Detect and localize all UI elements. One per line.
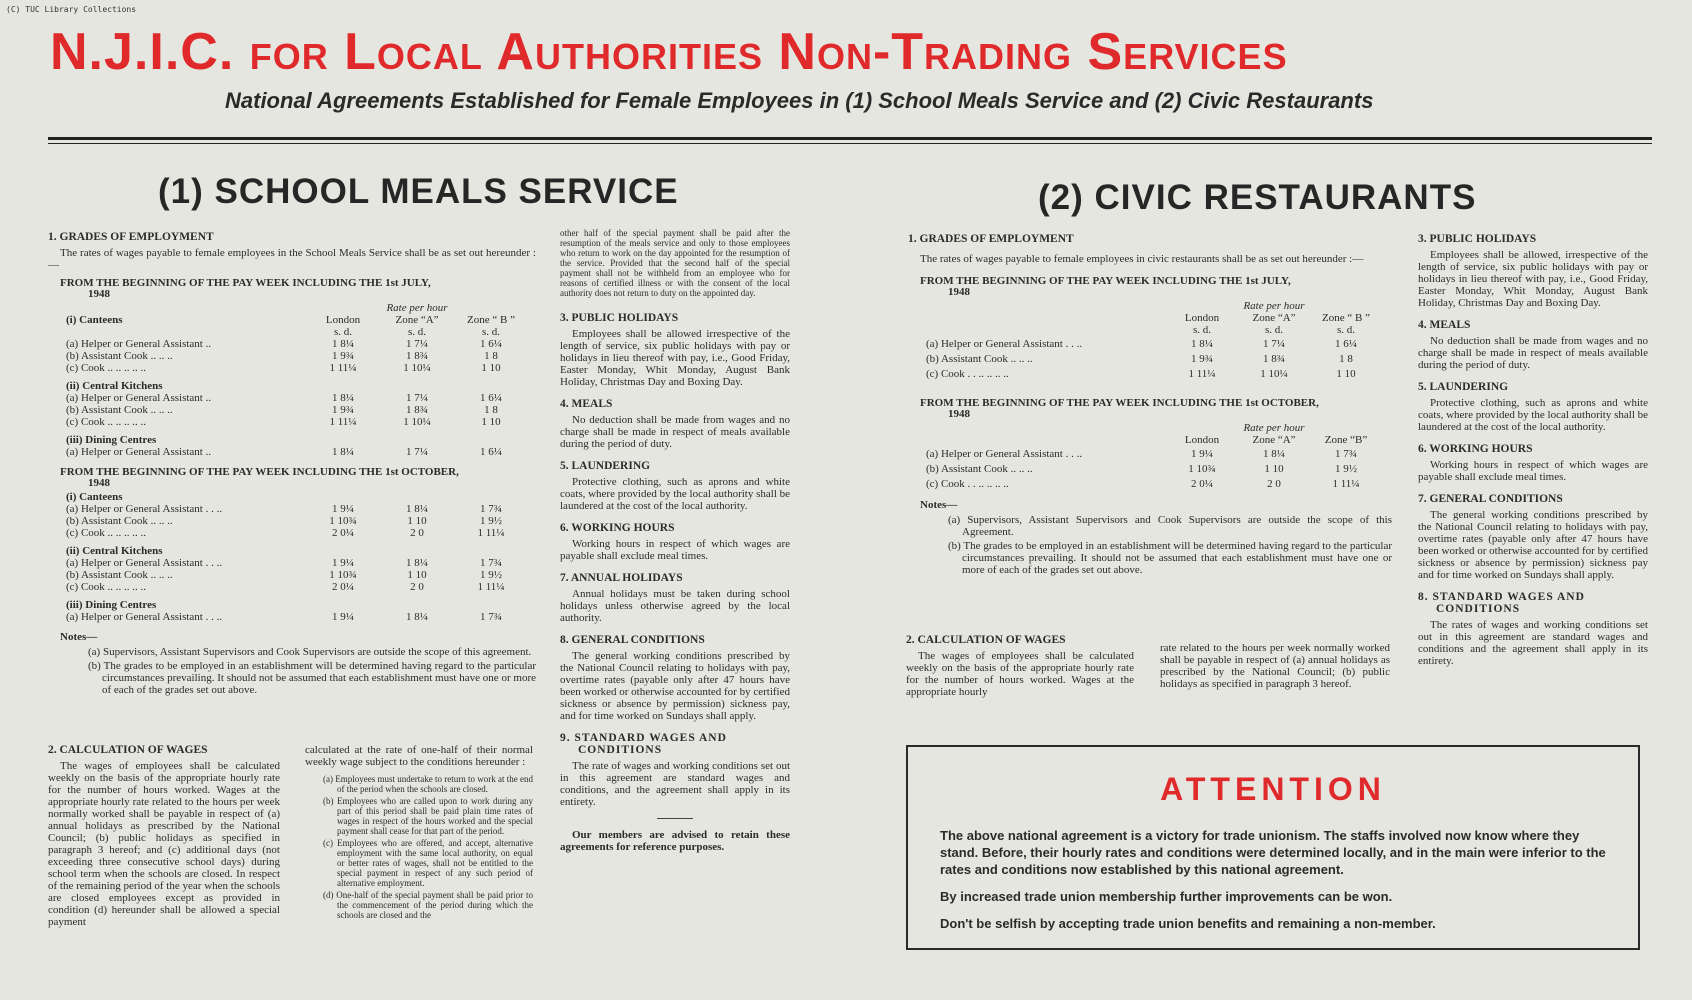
col-sd: s. d. xyxy=(1336,324,1356,336)
col-zone-a: Zone “A” xyxy=(1252,312,1296,324)
rate-zone-a: 1 7¼ xyxy=(406,338,428,350)
attention-paragraph-2: By increased trade union membership further improvements can be won. xyxy=(940,889,1393,904)
civic-grades-text: The rates of wages payable to female employees in civic restaurants shall be as set out hereunder :— xyxy=(920,253,1364,265)
school-general-conditions-text: The general working conditions prescribed by the National Council relating to holidays with pay, overtime rates (payable only after 47 hours have been worked or otherwise accounted for by certified sickness or absence by permission) sickness pay, and for time worked on Sundays shall apply. xyxy=(560,650,790,722)
civic-calc-heading: 2. CALCULATION OF WAGES xyxy=(906,634,1066,646)
rate-per-hour-label: Rate per hour xyxy=(1243,300,1305,312)
civic-working-hours-heading: 6. WORKING HOURS xyxy=(1418,443,1533,455)
rate-zone-b: 1 11¼ xyxy=(477,527,505,539)
rate-london: 1 8¼ xyxy=(332,392,354,404)
row-label: (c) Cook xyxy=(66,581,105,593)
table-row xyxy=(66,527,528,539)
rate-zone-a: 1 7¼ xyxy=(1263,337,1285,350)
school-standard-wages-heading-2: CONDITIONS xyxy=(578,744,663,756)
rate-zone-a: 1 10¼ xyxy=(403,416,431,428)
civic-general-conditions-text: The general working conditions prescribed by the National Council relating to holidays with pay, overtime rates (payable only after 47 hours have been worked or otherwise accounted for by certified sickness or absence by permission) sickness pay and for time worked on Sundays shall apply. xyxy=(1418,509,1648,581)
civic-rates-table-july xyxy=(926,300,1382,381)
rate-london: 1 11¼ xyxy=(329,362,357,374)
row-dots: .. xyxy=(205,446,212,458)
rate-london: 2 0¼ xyxy=(1191,477,1213,490)
civic-standard-wages-heading-2: CONDITIONS xyxy=(1436,603,1521,615)
school-condition-c: (c) Employees who are offered, and accept, alternative employment with the same local authority, on equal or better rates of wages, shall not be entitled to the special payment in respect of any such period of alternative employment. xyxy=(323,838,533,888)
table-row xyxy=(926,461,1382,476)
table-row xyxy=(66,503,528,515)
rate-london: 2 0¼ xyxy=(332,527,354,539)
school-grades-text: The rates of wages payable to female employees in the School Meals Service shall be as set out hereunder :— xyxy=(48,247,536,271)
rate-zone-b: 1 6¼ xyxy=(480,338,502,350)
civic-meals-heading: 4. MEALS xyxy=(1418,319,1471,331)
civic-grades-heading: 1. GRADES OF EMPLOYMENT xyxy=(908,233,1074,245)
row-dots: .. .. .. .. .. xyxy=(107,527,147,539)
rate-zone-a: 1 8¼ xyxy=(406,557,428,569)
rate-zone-a: 1 8¼ xyxy=(406,611,428,623)
row-label: (b) Assistant Cook xyxy=(926,462,1008,475)
header-rule-thick xyxy=(48,137,1652,140)
table-row xyxy=(66,362,528,374)
school-working-hours-text: Working hours in respect of which wages are payable shall exclude meal times. xyxy=(560,538,790,562)
school-calc-conditions xyxy=(305,744,533,922)
col-sd: s. d. xyxy=(1264,324,1284,336)
rate-london: 1 9¼ xyxy=(332,557,354,569)
row-dots: .. .. .. .. xyxy=(978,367,1009,380)
col-zone-a: Zone “A” xyxy=(1252,434,1296,446)
rate-london: 1 9¼ xyxy=(332,503,354,515)
rate-zone-b: 1 11¼ xyxy=(1332,477,1360,490)
row-dots: .. xyxy=(216,557,223,569)
school-calc-text-2: calculated at the rate of one-half of their normal weekly wage subject to the conditions hereunder : xyxy=(305,744,533,768)
rate-london: 1 8¼ xyxy=(332,446,354,458)
canteens-label: (i) Canteens xyxy=(66,491,123,503)
rate-london: 1 8¼ xyxy=(1191,337,1213,350)
row-dots: .. xyxy=(205,392,212,404)
rate-zone-b: 1 6¼ xyxy=(480,446,502,458)
civic-public-holidays-text: Employees shall be allowed, irrespective of the length of service, six public holidays with pay or holidays in lieu thereof with pay, i.e., Good Friday, Easter Monday, Whit Monday, August Bank Holiday, Christmas Day and Boxing Day. xyxy=(1418,249,1648,309)
rate-zone-a: 1 8¼ xyxy=(1263,447,1285,460)
row-dots: .. xyxy=(1076,337,1083,350)
rate-london: 1 10¾ xyxy=(329,569,357,581)
school-period2-year: 1948 xyxy=(88,477,110,489)
rate-zone-b: 1 8 xyxy=(1339,352,1353,365)
civic-calc-section xyxy=(906,628,1134,698)
civic-public-holidays-heading: 3. PUBLIC HOLIDAYS xyxy=(1418,233,1537,245)
copyright-credit: (C) TUC Library Collections xyxy=(6,5,137,14)
row-dots: .. .. .. .. .. xyxy=(107,581,147,593)
table-row xyxy=(66,338,528,350)
row-dots: .. .. .. xyxy=(150,515,173,527)
rate-zone-a: 2 0 xyxy=(410,527,424,539)
school-period2-heading: FROM THE BEGINNING OF THE PAY WEEK INCLUDING THE 1st OCTOBER, xyxy=(60,466,459,478)
rate-zone-a: 1 10 xyxy=(407,515,427,527)
dining-label: (iii) Dining Centres xyxy=(66,434,157,446)
row-dots: .. .. .. .. xyxy=(978,477,1009,490)
rate-zone-a: 1 8¾ xyxy=(406,404,428,416)
table-row xyxy=(66,611,528,623)
table-row xyxy=(66,404,528,416)
civic-meals-text: No deduction shall be made from wages and no charge shall be made in respect of meals available during the period of duty. xyxy=(1418,335,1648,371)
rate-london: 2 0¼ xyxy=(332,581,354,593)
rate-zone-a: 1 10 xyxy=(407,569,427,581)
attention-paragraph-3: Don't be selfish by accepting trade union benefits and remaining a non-member. xyxy=(940,916,1436,931)
table-row xyxy=(66,350,528,362)
attention-title: ATTENTION xyxy=(1160,771,1386,807)
school-public-holidays-heading: 3. PUBLIC HOLIDAYS xyxy=(560,312,679,324)
civic-rates-table-october xyxy=(926,422,1382,491)
row-label: (a) Helper or General Assistant xyxy=(66,446,203,458)
rate-zone-a: 1 7¼ xyxy=(406,392,428,404)
rate-zone-b: 1 6¼ xyxy=(480,392,502,404)
civic-laundering-text: Protective clothing, such as aprons and white coats, where provided by the local authority shall be laundered at the cost of the local authority. xyxy=(1418,397,1649,433)
row-label: (c) Cook . . xyxy=(926,367,976,380)
rate-zone-b: 1 10 xyxy=(481,362,501,374)
rate-london: 1 11¼ xyxy=(329,416,357,428)
school-note-a: (a) Supervisors, Assistant Supervisors and Cook Supervisors are outside the scope of this agreement. xyxy=(88,646,532,658)
attention-box xyxy=(906,745,1640,950)
row-dots: .. xyxy=(216,503,223,515)
civic-standard-wages-heading: 8. STANDARD WAGES AND xyxy=(1418,591,1585,603)
rate-zone-b: 1 9½ xyxy=(480,515,502,527)
table-row xyxy=(66,557,528,569)
row-label: (a) Helper or General Assistant xyxy=(66,392,203,404)
school-calc-section xyxy=(48,738,280,928)
civic-general-conditions-heading: 7. GENERAL CONDITIONS xyxy=(1418,493,1563,505)
school-annual-holidays-heading: 7. ANNUAL HOLIDAYS xyxy=(560,572,683,584)
col-sd: s. d. xyxy=(407,326,427,338)
row-label: (b) Assistant Cook xyxy=(66,350,148,362)
rate-london: 1 9¾ xyxy=(332,350,354,362)
row-dots: .. .. .. xyxy=(1010,352,1033,365)
rate-zone-b: 1 11¼ xyxy=(477,581,505,593)
rate-london: 1 9¾ xyxy=(332,404,354,416)
kitchens-label: (ii) Central Kitchens xyxy=(66,545,163,557)
row-label: (a) Helper or General Assistant . . xyxy=(66,503,214,515)
school-calc-heading: 2. CALCULATION OF WAGES xyxy=(48,744,208,756)
table-row xyxy=(66,581,528,593)
row-label: (a) Helper or General Assistant . . xyxy=(926,337,1074,350)
school-standard-wages-text: The rate of wages and working conditions set out in this agreement are standard wages and conditions, and the agreement shall apply in its entirety. xyxy=(560,760,790,808)
table-row xyxy=(66,569,528,581)
row-dots: .. .. .. xyxy=(1010,462,1033,475)
school-laundering-heading: 5. LAUNDERING xyxy=(560,460,651,472)
school-calc-text: The wages of employees shall be calculated weekly on the basis of the appropriate hourly rate for the number of hours worked. Wages at the appropriate hourly rate related to the hours per week normally worked shall be payable in respect of (a) annual holidays as prescribed by the National Council; (b) public holidays as specified in paragraph 3 hereof; and (c) additional days (not exceeding three consecutive school days) during school term when the schools are closed. In respect of the remaining period of the year when the schools are closed employees except as provided in condition (d) hereunder shall be allowed a special payment xyxy=(48,760,280,928)
civic-working-hours-text: Working hours in respect of which wages are payable shall exclude meal times. xyxy=(1418,459,1648,483)
row-dots: .. xyxy=(1076,447,1083,460)
school-grades-section xyxy=(48,225,536,698)
civic-note-a: (a) Supervisors, Assistant Supervisors and Cook Supervisors are outside the scope of this Agreement. xyxy=(948,514,1392,538)
rate-zone-b: 1 10 xyxy=(481,416,501,428)
school-working-hours-heading: 6. WORKING HOURS xyxy=(560,522,675,534)
row-dots: .. .. .. xyxy=(150,350,173,362)
col-london: London xyxy=(325,314,361,326)
col-sd: s. d. xyxy=(481,326,501,338)
rate-london: 1 10¾ xyxy=(1188,462,1216,475)
school-public-holidays-text: Employees shall be allowed irrespective of the length of service, six public holidays with pay or holidays in lieu thereof with pay, i.e., Good Friday, Easter Monday, Whit Monday, August Bank Holiday, Christmas Day and Boxing Day. xyxy=(560,328,790,388)
table-row xyxy=(926,476,1382,491)
school-laundering-text: Protective clothing, such as aprons and white coats, where provided by the local authority shall be laundered at the cost of the local authority. xyxy=(560,476,791,512)
attention-paragraph-1: The above national agreement is a victory for trade unionism. The staffs involved now know where they stand. Before, their hourly rates and conditions were determined locally, and in the main were inferior to the rates and conditions now established by this national agreement. xyxy=(940,828,1606,877)
school-right-column xyxy=(560,228,790,853)
row-dots: .. xyxy=(216,611,223,623)
rate-per-hour-label: Rate per hour xyxy=(1243,422,1305,434)
row-label: (a) Helper or General Assistant . . xyxy=(926,447,1074,460)
civic-laundering-heading: 5. LAUNDERING xyxy=(1418,381,1509,393)
rate-zone-a: 1 8¾ xyxy=(406,350,428,362)
rate-london: 1 9¼ xyxy=(332,611,354,623)
rate-zone-a: 1 10¼ xyxy=(403,362,431,374)
row-label: (b) Assistant Cook xyxy=(66,569,148,581)
table-row xyxy=(66,446,528,458)
poster-subtitle: National Agreements Established for Female Employees in (1) School Meals Service and (2) Civic Restaurants xyxy=(225,88,1374,113)
rate-zone-b: 1 7¾ xyxy=(1335,447,1357,460)
school-condition-a: (a) Employees must undertake to return to work at the end of the period when the schools are closed. xyxy=(323,774,533,794)
rate-zone-b: 1 10 xyxy=(1336,367,1356,380)
table-row xyxy=(926,351,1382,366)
attention-text xyxy=(940,827,1612,942)
school-meals-heading-4: 4. MEALS xyxy=(560,398,613,410)
col-london: London xyxy=(1184,434,1220,446)
school-period1-heading: FROM THE BEGINNING OF THE PAY WEEK INCLUDING THE 1st JULY, xyxy=(60,277,431,289)
civic-note-b: (b) The grades to be employed in an establishment will be determined having regard to the particular circumstances prevailing. It should not be assumed that each establishment must have one or more of each of the grades set out above. xyxy=(948,540,1392,576)
row-label: (c) Cook xyxy=(66,416,105,428)
row-dots: .. .. .. xyxy=(150,404,173,416)
rate-london: 1 9¼ xyxy=(1191,447,1213,460)
rate-zone-a: 1 7¼ xyxy=(406,446,428,458)
rate-zone-a: 1 10¼ xyxy=(1260,367,1288,380)
row-dots: .. .. .. .. .. xyxy=(107,362,147,374)
civic-period2-year: 1948 xyxy=(948,408,970,420)
row-label: (a) Helper or General Assistant xyxy=(66,338,203,350)
table-row xyxy=(926,366,1382,381)
civic-grades-section xyxy=(908,227,1392,578)
row-label: (a) Helper or General Assistant . . xyxy=(66,611,214,623)
school-condition-d: (d) One-half of the special payment shall be paid prior to the commencement of the period during which the schools are closed and the xyxy=(323,890,533,920)
table-row xyxy=(66,515,528,527)
poster-title: N.J.I.C. for Local Authorities Non-Trading Services xyxy=(50,23,1288,81)
row-label: (c) Cook xyxy=(66,362,105,374)
rate-zone-a: 1 8¾ xyxy=(1263,352,1285,365)
col-london: London xyxy=(1184,312,1220,324)
school-general-conditions-heading: 8. GENERAL CONDITIONS xyxy=(560,634,705,646)
school-grades-heading: 1. GRADES OF EMPLOYMENT xyxy=(48,231,214,243)
divider-line xyxy=(657,818,693,819)
civic-notes-heading: Notes— xyxy=(920,499,958,511)
header-rule-thin xyxy=(48,143,1652,144)
row-label: (b) Assistant Cook xyxy=(66,515,148,527)
row-label: (c) Cook . . xyxy=(926,477,976,490)
row-dots: .. xyxy=(205,338,212,350)
row-label: (c) Cook xyxy=(66,527,105,539)
rate-zone-b: 1 8 xyxy=(484,350,498,362)
civic-calc-continued xyxy=(1160,642,1390,690)
kitchens-label: (ii) Central Kitchens xyxy=(66,380,163,392)
table-row xyxy=(926,336,1382,351)
school-meals-text: No deduction shall be made from wages and no charge shall be made in respect of meals available during the period of duty. xyxy=(560,414,790,450)
rate-zone-b: 1 9½ xyxy=(480,569,502,581)
table-row xyxy=(66,392,528,404)
rate-london: 1 9¾ xyxy=(1191,352,1213,365)
col-zone-b: Zone “ B ” xyxy=(467,314,515,326)
col-zone-a: Zone “A” xyxy=(395,314,439,326)
rate-per-hour-label: Rate per hour xyxy=(386,302,448,314)
rate-zone-b: 1 6¼ xyxy=(1335,337,1357,350)
row-dots: .. .. .. xyxy=(150,569,173,581)
row-label: (a) Helper or General Assistant . . xyxy=(66,557,214,569)
school-meals-heading: (1) SCHOOL MEALS SERVICE xyxy=(158,172,679,211)
civic-period2-heading: FROM THE BEGINNING OF THE PAY WEEK INCLUDING THE 1st OCTOBER, xyxy=(920,397,1319,409)
dining-label: (iii) Dining Centres xyxy=(66,599,157,611)
school-note-b: (b) The grades to be employed in an establishment will be determined having regard to the particular circumstances prevailing. It should not be assumed that each establishment must have one or more of each of the grades set out above. xyxy=(88,660,536,696)
table-row xyxy=(66,416,528,428)
rate-zone-a: 2 0 xyxy=(1267,477,1281,490)
civic-calc-text-2: rate related to the hours per week normally worked shall be payable in respect of (a) annual holidays as prescribed by the National Council; (b) public holidays as specified in paragraph 3 hereof. xyxy=(1160,642,1390,690)
civic-period1-year: 1948 xyxy=(948,286,970,298)
school-condition-d-continued: other half of the special payment shall be paid after the resumption of the meals service and only to those employees who return to work on the day appointed for the resumption of the service. Provided that the second half of the special payment shall not be withheld from an employee who for reasons of certified illness or with the consent of the local authority does not return to duty on the appointed day. xyxy=(560,228,790,298)
col-sd: s. d. xyxy=(333,326,353,338)
school-notes-heading: Notes— xyxy=(60,631,98,643)
canteens-label: (i) Canteens xyxy=(66,314,123,326)
rate-london: 1 10¾ xyxy=(329,515,357,527)
table-row xyxy=(926,446,1382,461)
rate-zone-b: 1 7¾ xyxy=(480,611,502,623)
school-period1-year: 1948 xyxy=(88,288,110,300)
school-standard-wages-heading: 9. STANDARD WAGES AND xyxy=(560,732,727,744)
school-annual-holidays-text: Annual holidays must be taken during school holidays unless otherwise agreed by the local authority. xyxy=(560,588,790,624)
school-rates-table-july xyxy=(66,302,528,458)
col-zone-b: Zone “B” xyxy=(1324,434,1368,446)
col-sd: s. d. xyxy=(1192,324,1212,336)
civic-calc-text: The wages of employees shall be calculated weekly on the basis of the appropriate hourly rate for the number of hours worked. Wages at the appropriate hourly xyxy=(906,650,1134,698)
rate-zone-b: 1 9½ xyxy=(1335,462,1357,475)
rate-zone-a: 2 0 xyxy=(410,581,424,593)
school-condition-b: (b) Employees who are called upon to work during any part of this period shall be paid plain time rates of wages in respect of the hours worked and the special payment shall cease for that part of the period. xyxy=(323,796,533,836)
row-dots: .. .. .. .. .. xyxy=(107,416,147,428)
rate-london: 1 8¼ xyxy=(332,338,354,350)
civic-standard-wages-text: The rates of wages and working conditions set out in this agreement are standard wages and conditions and the agreement shall apply in its entirety. xyxy=(1418,619,1648,667)
civic-right-column xyxy=(1418,227,1648,667)
civic-restaurants-heading: (2) CIVIC RESTAURANTS xyxy=(1038,178,1477,217)
rate-zone-b: 1 8 xyxy=(484,404,498,416)
row-label: (b) Assistant Cook xyxy=(926,352,1008,365)
rate-zone-a: 1 10 xyxy=(1264,462,1284,475)
rate-zone-a: 1 8¼ xyxy=(406,503,428,515)
row-label: (b) Assistant Cook xyxy=(66,404,148,416)
civic-period1-heading: FROM THE BEGINNING OF THE PAY WEEK INCLUDING THE 1st JULY, xyxy=(920,275,1291,287)
col-zone-b: Zone “ B ” xyxy=(1322,312,1370,324)
rate-zone-b: 1 7¾ xyxy=(480,503,502,515)
rate-zone-b: 1 7¾ xyxy=(480,557,502,569)
advice-note: Our members are advised to retain these agreements for reference purposes. xyxy=(560,829,790,853)
rate-london: 1 11¼ xyxy=(1188,367,1216,380)
school-rates-table-october xyxy=(66,491,528,623)
